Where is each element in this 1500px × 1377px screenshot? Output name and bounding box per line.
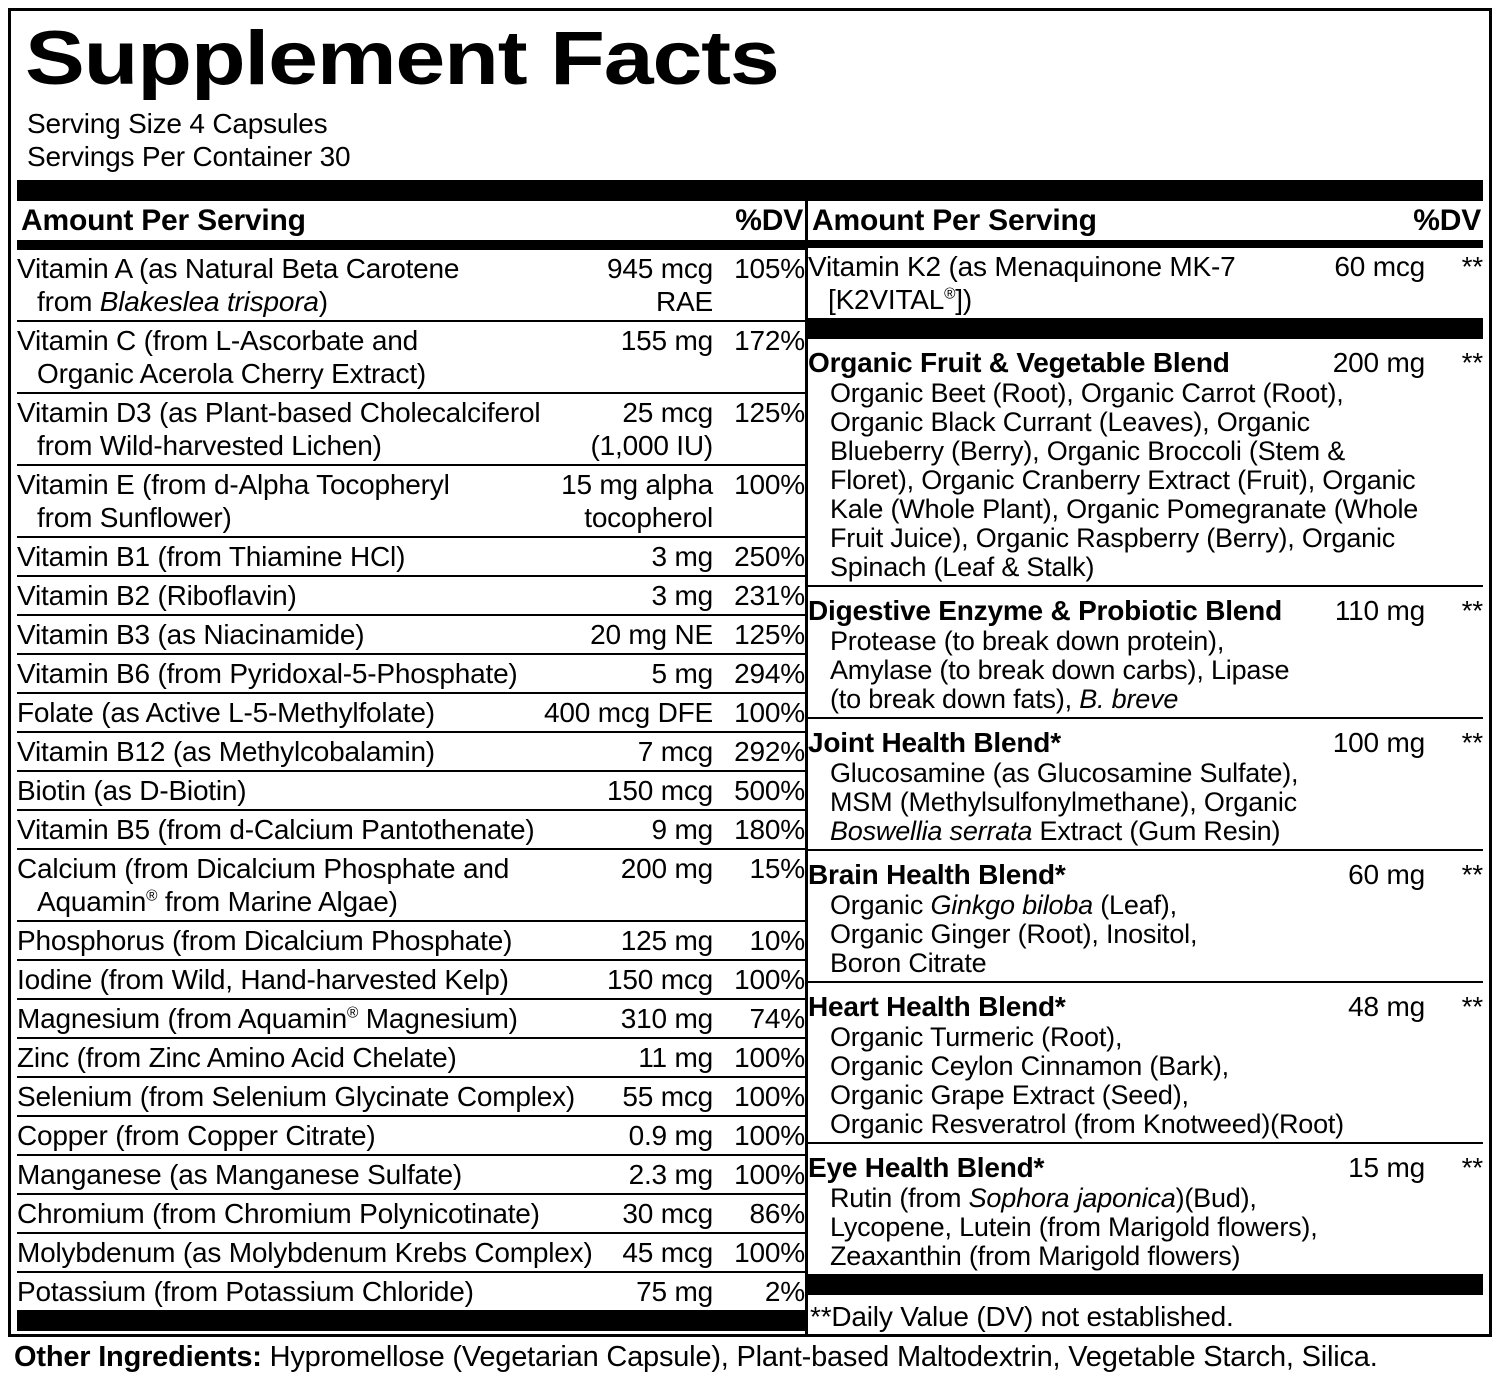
nutrient-name [17,774,599,807]
nutrient-amount [613,1002,713,1035]
nutrient-amount [628,1275,713,1308]
blend-detail-line: Glucosamine (as Glucosamine Sulfate), [830,758,1299,788]
nutrient-amount [644,540,713,573]
amount-line: tocopherol [584,502,713,533]
amount-line: 0.9 mg [628,1120,713,1151]
blend-amount: 60 mg [1348,859,1425,890]
name-line: Vitamin B3 (as Niacinamide) [17,619,365,650]
blend-detail-line: Lycopene, Lutein (from Marigold flowers), [830,1212,1318,1242]
nutrient-amount [599,774,713,807]
nutrient-row [17,1271,805,1310]
blend-detail-line: Amylase (to break down carbs), Lipase [830,655,1290,685]
amount-line: 310 mg [620,1003,713,1034]
nutrient-name [17,540,644,573]
serving-size-line: Serving Size 4 Capsules [27,108,328,139]
page-title: Supplement Facts [25,16,779,101]
serving-info [27,107,1483,173]
nutrient-amount [613,924,713,957]
nutrient-name [17,924,613,957]
name-line: Copper (from Copper Citrate) [17,1120,376,1151]
nutrient-row [17,653,805,692]
blend-dv: ** [1461,347,1483,378]
nutrient-amount [644,579,713,612]
blend-detail-line: Fruit Juice), Organic Raspberry (Berry), Organic [830,523,1396,553]
nutrient-amount [644,657,713,690]
nutrient-name [17,696,536,729]
nutrient-row [17,920,805,959]
right-bottom-bar [808,1274,1483,1295]
blend-row [808,1142,1483,1274]
blend-amount: 200 mg [1332,347,1425,378]
nutrient-row [17,1193,805,1232]
amount-line: 15 mg alpha [561,469,713,500]
left-rows [17,250,805,1310]
nutrient-amount [621,1158,713,1191]
blend-detail-line: Boron Citrate [830,948,987,978]
nutrient-name [17,852,613,918]
nutrient-row [17,614,805,653]
nutrient-row [17,536,805,575]
blend-dv: ** [1461,595,1483,626]
nutrient-amount [582,618,713,651]
nutrient-name [17,813,644,846]
nutrient-name [17,618,582,651]
blend-detail-line: Organic Ginger (Root), Inositol, [830,919,1198,949]
amount-line: 400 mcg DFE [544,697,713,728]
amount-line: 150 mcg [607,964,713,995]
blend-detail-line: Rutin (from Sophora japonica)(Bud), [830,1183,1257,1213]
name-line: Selenium (from Selenium Glycinate Complex) [17,1081,576,1112]
nutrient-row [17,809,805,848]
amount-line: 45 mcg [622,1237,713,1268]
nutrient-row [17,692,805,731]
nutrient-name [17,252,599,318]
servings-per-container-line: Servings Per Container 30 [27,141,351,172]
blend-name: Brain Health Blend* [808,859,1066,890]
nutrient-dv: 125% [734,619,805,650]
blend-detail-line: Organic Turmeric (Root), [830,1022,1123,1052]
name-line: Vitamin B2 (Riboflavin) [17,580,297,611]
nutrient-name [17,1236,614,1269]
blend-dv: ** [1461,859,1483,890]
nutrient-dv: 231% [734,580,805,611]
blend-header [808,1152,1483,1184]
nutrient-name [17,1041,630,1074]
amount-line: 75 mg [636,1276,713,1307]
blend-amount: 15 mg [1348,1152,1425,1183]
nutrient-amount [599,963,713,996]
nutrient-name [17,657,644,690]
name-line: Potassium (from Potassium Chloride) [17,1276,474,1307]
name-line: Vitamin B1 (from Thiamine HCl) [17,541,406,572]
blend-dv: ** [1461,991,1483,1022]
name-line: from Blakeslea trispora) [37,286,328,317]
nutrient-name [17,1119,621,1152]
blend-row [808,585,1483,717]
blend-detail-line: Organic Beet (Root), Organic Carrot (Root), [830,378,1344,408]
nutrient-row [17,1037,805,1076]
name-line: Vitamin C (from L-Ascorbate and [17,325,419,356]
nutrient-amount [614,1197,713,1230]
right-bottom-section [808,1274,1483,1337]
nutrient-name [17,468,553,534]
nutrient-name [17,324,613,390]
nutrient-dv: 100% [734,1081,805,1112]
nutrient-name [17,396,583,462]
other-ingredients-text: Hypromellose (Vegetarian Capsule), Plant-based Maltodextrin, Vegetable Starch, Silica. [261,1341,1378,1373]
name-line: Iodine (from Wild, Hand-harvested Kelp) [17,964,509,995]
nutrient-row [17,998,805,1037]
name-line: Magnesium (from Aquamin® Magnesium) [17,1003,518,1034]
nutrient-row [17,1232,805,1271]
nutrient-amount [583,396,714,462]
blend-dv: ** [1461,727,1483,758]
amount-line: 60 mcg [1334,251,1425,282]
nutrient-amount [630,735,713,768]
nutrient-dv: 100% [734,1237,805,1268]
nutrient-dv: 100% [734,964,805,995]
right-column [808,201,1483,1337]
blend-dv: ** [1461,1152,1483,1183]
blend-name: Joint Health Blend* [808,727,1061,758]
nutrient-amount [613,324,713,390]
header-underline-bar [17,240,805,250]
blend-name: Heart Health Blend* [808,991,1066,1022]
left-column-header [17,201,805,240]
blend-detail-line: Organic Resveratrol (from Knotweed)(Root) [830,1109,1344,1139]
nutrient-dv: 74% [749,1003,805,1034]
nutrient-dv: ** [1461,251,1483,282]
nutrient-dv: 292% [734,736,805,767]
amount-line: 25 mcg [622,397,713,428]
blend-detail-line: (to break down fats), B. breve [830,684,1179,714]
blend-row [808,339,1483,585]
amount-line: 20 mg NE [590,619,713,650]
nutrient-dv: 125% [734,397,805,428]
amount-line: 3 mg [651,580,713,611]
blend-detail-line: MSM (Methylsulfonylmethane), Organic [830,787,1297,817]
blend-header [808,347,1483,379]
nutrient-dv: 250% [734,541,805,572]
facts-columns [17,201,1483,1337]
name-line: from Wild-harvested Lichen) [37,430,382,461]
amount-line: 7 mcg [637,736,713,767]
nutrient-row [17,848,805,920]
amount-per-serving-header: Amount Per Serving [21,204,306,237]
blend-detail-line: Organic Black Currant (Leaves), Organic [830,407,1310,437]
nutrient-dv: 100% [734,469,805,500]
header-underline-bar [808,240,1483,248]
name-line: Phosphorus (from Dicalcium Phosphate) [17,925,513,956]
nutrient-dv: 100% [734,1159,805,1190]
amount-line: 200 mg [620,853,713,884]
blend-detail-line: Floret), Organic Cranberry Extract (Fruit), Organic [830,465,1416,495]
dv-header: %DV [1413,204,1481,237]
blend-detail-line: Organic Grape Extract (Seed), [830,1080,1189,1110]
name-line: Vitamin E (from d-Alpha Tocopheryl [17,469,450,500]
amount-line: 2.3 mg [628,1159,713,1190]
amount-line: 55 mcg [622,1081,713,1112]
amount-line: 5 mg [651,658,713,689]
blend-detail-line: Protease (to break down protein), [830,626,1225,656]
blend-row [808,849,1483,981]
name-line: Vitamin B12 (as Methylcobalamin) [17,736,435,767]
nutrient-dv: 500% [734,775,805,806]
blend-header [808,595,1483,627]
nutrient-name [17,579,644,612]
right-column-header [808,201,1483,240]
blend-header [808,991,1483,1023]
nutrient-row [17,1076,805,1115]
nutrient-amount [644,813,713,846]
nutrient-dv: 15% [749,853,805,884]
nutrient-name [17,963,599,996]
nutrient-dv: 105% [734,253,805,284]
other-ingredients-label: Other Ingredients: [14,1341,262,1373]
dv-footnote: **Daily Value (DV) not established. [810,1301,1234,1332]
right-rows [808,248,1483,318]
name-line: Molybdenum (as Molybdenum Krebs Complex) [17,1237,593,1268]
name-line: Aquamin® from Marine Algae) [37,886,398,917]
name-line: Vitamin B6 (from Pyridoxal-5-Phosphate) [17,658,518,689]
nutrient-dv: 10% [749,925,805,956]
blend-detail-line: Boswellia serrata Extract (Gum Resin) [830,816,1281,846]
nutrient-name [808,250,1326,316]
vitamins-blends-separator-bar [808,318,1483,339]
nutrient-name [17,1158,621,1191]
nutrient-amount [553,468,713,534]
dv-header: %DV [735,204,803,237]
name-line: Vitamin B5 (from d-Calcium Pantothenate) [17,814,535,845]
name-line: Chromium (from Chromium Polynicotinate) [17,1198,540,1229]
nutrient-name [17,1197,614,1230]
nutrient-row [17,320,805,392]
nutrient-amount [630,1041,713,1074]
blend-name: Digestive Enzyme & Probiotic Blend [808,595,1282,626]
name-line: Vitamin D3 (as Plant-based Cholecalciferol [17,397,541,428]
blend-row [808,981,1483,1142]
nutrient-row [17,1154,805,1193]
nutrient-dv: 172% [734,325,805,356]
blend-list [808,339,1483,1274]
nutrient-row [17,731,805,770]
amount-line: (1,000 IU) [590,430,713,461]
blend-row [808,717,1483,849]
nutrient-name [17,1080,614,1113]
nutrient-row [17,1115,805,1154]
name-line: Zinc (from Zinc Amino Acid Chelate) [17,1042,457,1073]
nutrient-dv: 180% [734,814,805,845]
name-line: Biotin (as D-Biotin) [17,775,247,806]
amount-line: 30 mcg [622,1198,713,1229]
name-line: Organic Acerola Cherry Extract) [37,358,427,389]
blend-detail-line: Spinach (Leaf & Stalk) [830,552,1095,582]
nutrient-amount [614,1080,713,1113]
nutrient-name [17,1002,613,1035]
name-line: Vitamin K2 (as Menaquinone MK-7 [808,251,1236,282]
nutrient-amount [536,696,713,729]
amount-line: 3 mg [651,541,713,572]
nutrient-amount [621,1119,713,1152]
blend-detail-line: Organic Ceylon Cinnamon (Bark), [830,1051,1229,1081]
blend-detail-line: Zeaxanthin (from Marigold flowers) [830,1241,1241,1271]
amount-line: RAE [656,286,713,317]
nutrient-dv: 100% [734,1042,805,1073]
name-line: from Sunflower) [37,502,232,533]
amount-line: 155 mg [620,325,713,356]
blend-name: Organic Fruit & Vegetable Blend [808,347,1230,378]
name-line: Calcium (from Dicalcium Phosphate and [17,853,510,884]
nutrient-row [17,575,805,614]
nutrient-amount [599,252,713,318]
nutrient-amount [614,1236,713,1269]
blend-amount: 100 mg [1332,727,1425,758]
name-line: Folate (as Active L-5-Methylfolate) [17,697,435,728]
name-line: [K2VITAL®]) [828,284,973,315]
nutrient-row [17,959,805,998]
blend-header [808,727,1483,759]
left-column [17,201,805,1337]
nutrient-row [808,248,1483,318]
nutrient-dv: 86% [749,1198,805,1229]
amount-per-serving-header: Amount Per Serving [812,204,1097,237]
blend-detail-line: Organic Ginkgo biloba (Leaf), [830,890,1177,920]
nutrient-name [17,735,630,768]
blend-detail-line: Kale (Whole Plant), Organic Pomegranate (Whole [830,494,1419,524]
left-bottom-bar [17,1310,805,1331]
nutrient-row [17,464,805,536]
nutrient-dv: 100% [734,697,805,728]
name-line: Vitamin A (as Natural Beta Carotene [17,253,460,284]
amount-line: 945 mcg [607,253,713,284]
amount-line: 11 mg [638,1042,713,1073]
name-line: Manganese (as Manganese Sulfate) [17,1159,462,1190]
nutrient-name [17,1275,628,1308]
nutrient-dv: 2% [764,1276,805,1307]
nutrient-row [17,250,805,320]
other-ingredients [14,1341,1378,1374]
amount-line: 150 mcg [607,775,713,806]
blend-name: Eye Health Blend* [808,1152,1045,1183]
blend-amount: 110 mg [1334,595,1425,626]
blend-amount: 48 mg [1348,991,1425,1022]
blend-detail-line: Blueberry (Berry), Organic Broccoli (Stem & [830,436,1346,466]
top-section-bar [17,180,1483,201]
nutrient-dv: 100% [734,1120,805,1151]
nutrient-dv: 294% [734,658,805,689]
nutrient-amount [1326,250,1425,316]
amount-line: 9 mg [651,814,713,845]
amount-line: 125 mg [620,925,713,956]
nutrient-row [17,770,805,809]
nutrient-amount [613,852,713,918]
blend-header [808,859,1483,891]
label-border-box [8,8,1492,1337]
nutrient-row [17,392,805,464]
